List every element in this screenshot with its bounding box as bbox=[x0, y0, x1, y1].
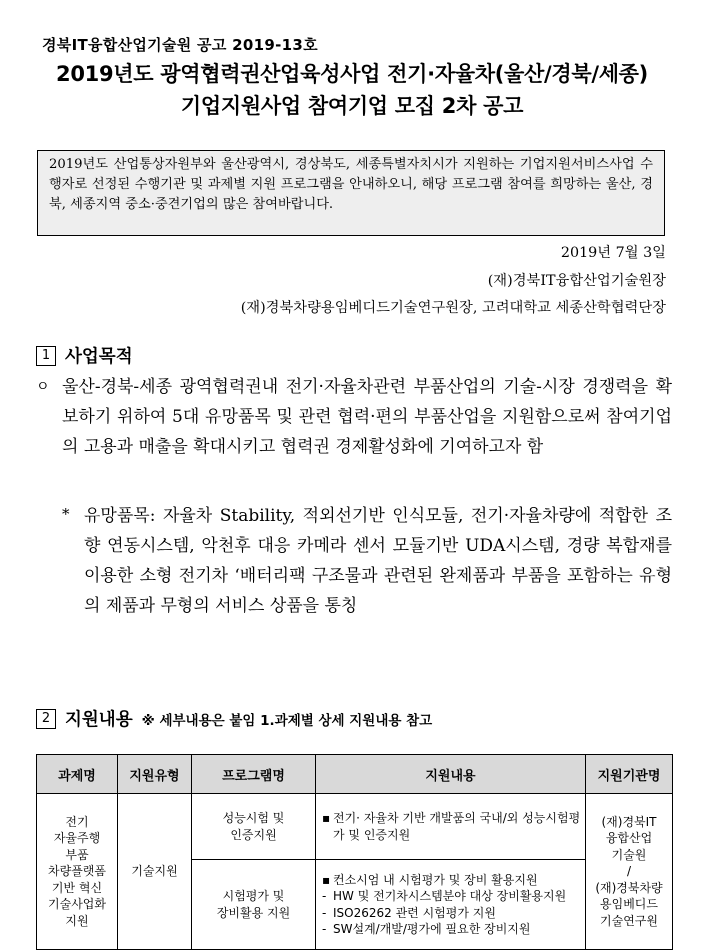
table-header-row bbox=[37, 755, 673, 794]
announcement-date: 2019년 7월 3일 bbox=[560, 245, 666, 261]
promising-items-paragraph: 유망품목: 자율차 Stability, 적외선기반 인식모듈, 전기·자율차량에 적합한 조향 연동시스템, 악천후 대응 카메라 센서 모듈기반 UDA시스템, 경량 복합재를 이용한 소형 전기차 ‘배터리팩 구조물과 관련된 완제품과 부품을 포함하는 유형의 제품과 무형의 서비스 상품을 통칭 bbox=[84, 506, 672, 616]
content-item: - SW설계/개발/평가에 필요한 장비지원 bbox=[322, 921, 581, 938]
section-title: 사업목적 bbox=[65, 347, 133, 367]
cell-program: 성능시험 및 인증지원 bbox=[192, 794, 316, 860]
asterisk-marker: * bbox=[62, 505, 70, 523]
header-agency: 지원기관명 bbox=[586, 755, 673, 794]
intro-text: 2019년도 산업통상자원부와 울산광역시, 경상북도, 세종특별자치시가 지원하는 기업지원서비스사업 수행자로 선정된 수행기관 및 과제별 지원 프로그램을 안내하오니, 해당 프로그램 참여를 희망하는 울산, 경북, 세종지역 중소·중견기업의 많은 참여바랍니다. bbox=[49, 157, 653, 212]
content-item: - ISO26262 관련 시험평가 지원 bbox=[322, 905, 581, 922]
document-title-line2: 기업지원사업 참여기업 모집 2차 공고 bbox=[180, 94, 524, 118]
cell-content bbox=[316, 794, 586, 860]
table-row bbox=[37, 794, 673, 860]
header-program: 프로그램명 bbox=[192, 755, 316, 794]
section-number-badge: 2 bbox=[36, 709, 56, 729]
notice-number: 경북IT융합산업기술원 공고 2019-13호 bbox=[42, 36, 318, 54]
header-content: 지원내용 bbox=[316, 755, 586, 794]
section-heading-support bbox=[36, 706, 432, 731]
cell-agency: (재)경북IT 융합산업 기술원 / (재)경북차량 용임베디드 기술연구원 bbox=[586, 794, 673, 950]
cell-project: 전기 자율주행 부품 차량플랫폼 기반 혁신 기술사업화 지원 bbox=[37, 794, 118, 950]
content-item: ▪ 전기· 자율차 기반 개발품의 국내/외 성능시험평가 및 인증지원 bbox=[322, 810, 581, 843]
section-title: 지원내용 bbox=[65, 710, 133, 730]
section-note: ※ 세부내용은 붙임 1.과제별 상세 지원내용 참고 bbox=[141, 712, 433, 729]
purpose-paragraph: 울산-경북-세종 광역협력권내 전기·자율차관련 부품산업의 기술-시장 경쟁력을 확보하기 위하여 5대 유망품목 및 관련 협력·편의 부품산업을 지원함으로써 참여기업의 고용과 매출을 확대시키고 협력권 경제활성화에 기여하고자 함 bbox=[62, 377, 672, 457]
header-project: 과제명 bbox=[37, 755, 118, 794]
cell-support-type: 기술지원 bbox=[118, 794, 192, 950]
issuer-org-1: (재)경북IT융합산업기술원장 bbox=[487, 273, 666, 289]
support-table bbox=[36, 754, 673, 950]
bullet-marker: ㅇ bbox=[36, 379, 50, 395]
cell-content bbox=[316, 860, 586, 950]
content-item: ▪ 컨소시엄 내 시험평가 및 장비 활용지원 bbox=[322, 872, 581, 889]
section-number-badge: 1 bbox=[36, 346, 56, 366]
document-title-line1: 2019년도 광역협력권산업육성사업 전기·자율차(울산/경북/세종) bbox=[56, 62, 648, 86]
header-support-type: 지원유형 bbox=[118, 755, 192, 794]
content-item: - HW 및 전기차시스템분야 대상 장비활용지원 bbox=[322, 888, 581, 905]
section-heading-purpose bbox=[36, 343, 133, 368]
cell-program: 시험평가 및 장비활용 지원 bbox=[192, 860, 316, 950]
issuer-org-2: (재)경북차량용임베디드기술연구원장, 고려대학교 세종산학협력단장 bbox=[240, 300, 666, 316]
intro-box bbox=[37, 150, 665, 236]
